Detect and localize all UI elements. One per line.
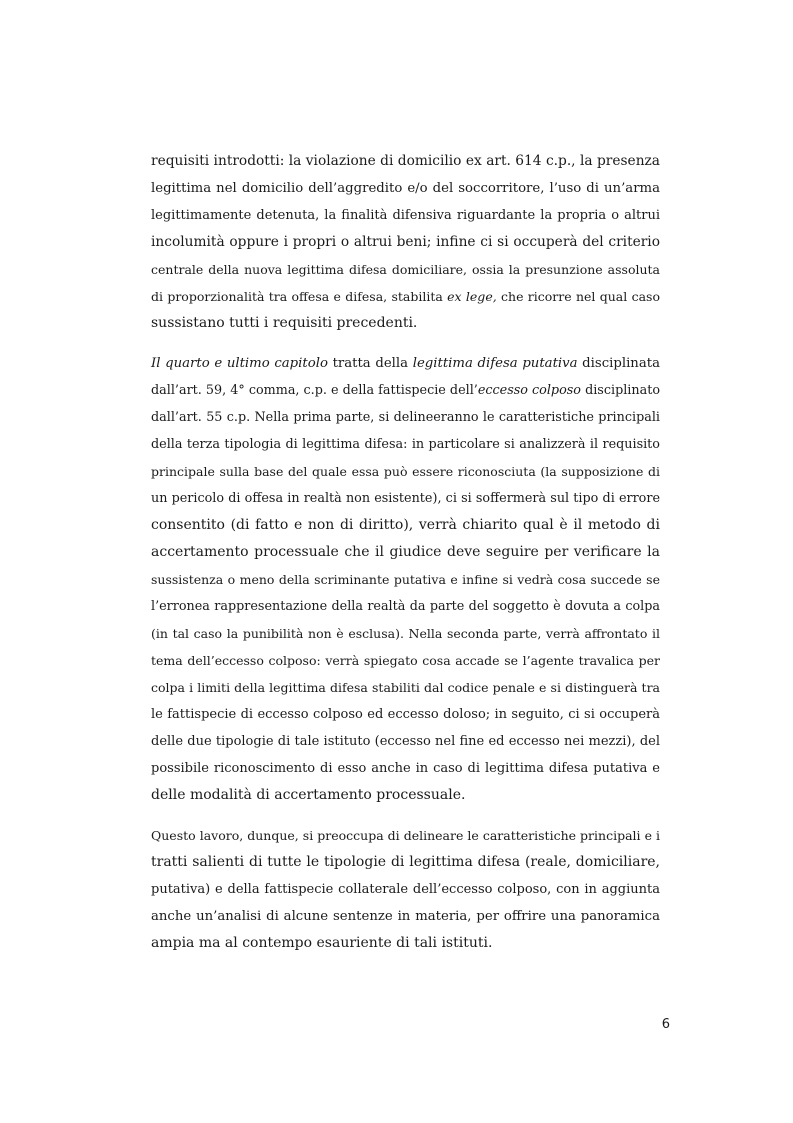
- italic-term-eccesso-colposo: eccesso colposo: [477, 383, 581, 398]
- paragraph-3-line-4: anche un’analisi di alcune sentenze in materia, per offrire una panoramica: [151, 909, 660, 924]
- paragraph-1-line-4: incolumità oppure i propri o altrui beni; infine ci si occuperà del criterio: [151, 234, 660, 250]
- paragraph-2-line-6: un pericolo di offesa in realtà non esistente), ci si soffermerà sul tipo di errore: [151, 491, 660, 506]
- paragraph-2-line-10: l’erronea rappresentazione della realtà da parte del soggetto è dovuta a colpa: [151, 599, 660, 614]
- paragraph-3-line-1: Questo lavoro, dunque, si preoccupa di delineare le caratteristiche principali e i: [151, 828, 660, 843]
- paragraph-1-line-6: [151, 283, 660, 310]
- paragraph-3-line-3: putativa) e della fattispecie collaterale dell’eccesso colposo, con in aggiunta: [151, 882, 660, 897]
- text-span: tratta della: [327, 356, 413, 371]
- paragraph-2-line-9: sussistenza o meno della scriminante putativa e infine si vedrà cosa succede se: [151, 572, 660, 587]
- paragraph-1-line-3: legittimamente detenuta, la finalità difensiva riguardante la propria o altrui: [151, 208, 660, 223]
- italic-term-ex-lege: ex lege,: [447, 289, 497, 304]
- paragraph-1-line-5: centrale della nuova legittima difesa domiciliare, ossia la presunzione assoluta: [151, 262, 660, 277]
- paragraph-3-line-5: ampia ma al contempo esauriente di tali istituti.: [151, 935, 493, 951]
- paragraph-2-line-3: dall’art. 55 c.p. Nella prima parte, si delineeranno le caratteristiche principali: [151, 410, 660, 425]
- paragraph-2-line-4: della terza tipologia di legittima difesa: in particolare si analizzerà il requisito: [151, 437, 660, 452]
- paragraph-2-line-16: possibile riconoscimento di esso anche in caso di legittima difesa putativa e: [151, 761, 660, 776]
- paragraph-2-line-1: [151, 350, 660, 377]
- paragraph-2-line-2: [151, 377, 660, 404]
- italic-chapter-reference: Il quarto e ultimo capitolo: [151, 356, 328, 371]
- paragraph-2-line-8: accertamento processuale che il giudice deve seguire per verificare la: [151, 544, 660, 560]
- text-span: di proporzionalità tra offesa e difesa, stabilita: [151, 289, 448, 304]
- page-number: 6: [661, 1017, 670, 1032]
- paragraph-2-line-15: delle due tipologie di tale istituto (eccesso nel fine ed eccesso nei mezzi), del: [151, 734, 660, 749]
- text-span: disciplinata: [577, 356, 660, 371]
- text-span: disciplinato: [581, 383, 661, 398]
- paragraph-2-line-7: consentito (di fatto e non di diritto), verrà chiarito qual è il metodo di: [151, 517, 660, 533]
- text-span: che ricorre nel qual caso: [496, 289, 660, 304]
- paragraph-1-line-1: requisiti introdotti: la violazione di domicilio ex art. 614 c.p., la presenza: [151, 153, 660, 169]
- paragraph-2-line-14: le fattispecie di eccesso colposo ed eccesso doloso; in seguito, ci si occuperà: [151, 707, 660, 722]
- paragraph-1-line-2: legittima nel domicilio dell’aggredito e/o del soccorritore, l’uso di un’arma: [151, 181, 660, 196]
- paragraph-1-line-7: sussistano tutti i requisiti precedenti.: [151, 315, 418, 331]
- paragraph-2-line-17: delle modalità di accertamento processuale.: [151, 787, 466, 803]
- paragraph-2-line-13: colpa i limiti della legittima difesa stabiliti dal codice penale e si distinguerà tra: [151, 680, 660, 695]
- paragraph-2-line-5: principale sulla base del quale essa può essere riconosciuta (la supposizione di: [151, 464, 660, 479]
- paragraph-3-line-2: tratti salienti di tutte le tipologie di legittima difesa (reale, domiciliare,: [151, 854, 660, 870]
- text-span: dall’art. 59, 4° comma, c.p. e della fattispecie dell’: [151, 383, 478, 398]
- paragraph-2-line-11: (in tal caso la punibilità non è esclusa). Nella seconda parte, verrà affrontato il: [151, 626, 660, 641]
- paragraph-2-line-12: tema dell’eccesso colposo: verrà spiegato cosa accade se l’agente travalica per: [151, 653, 660, 668]
- italic-term-legittima-difesa-putativa: legittima difesa putativa: [412, 356, 578, 371]
